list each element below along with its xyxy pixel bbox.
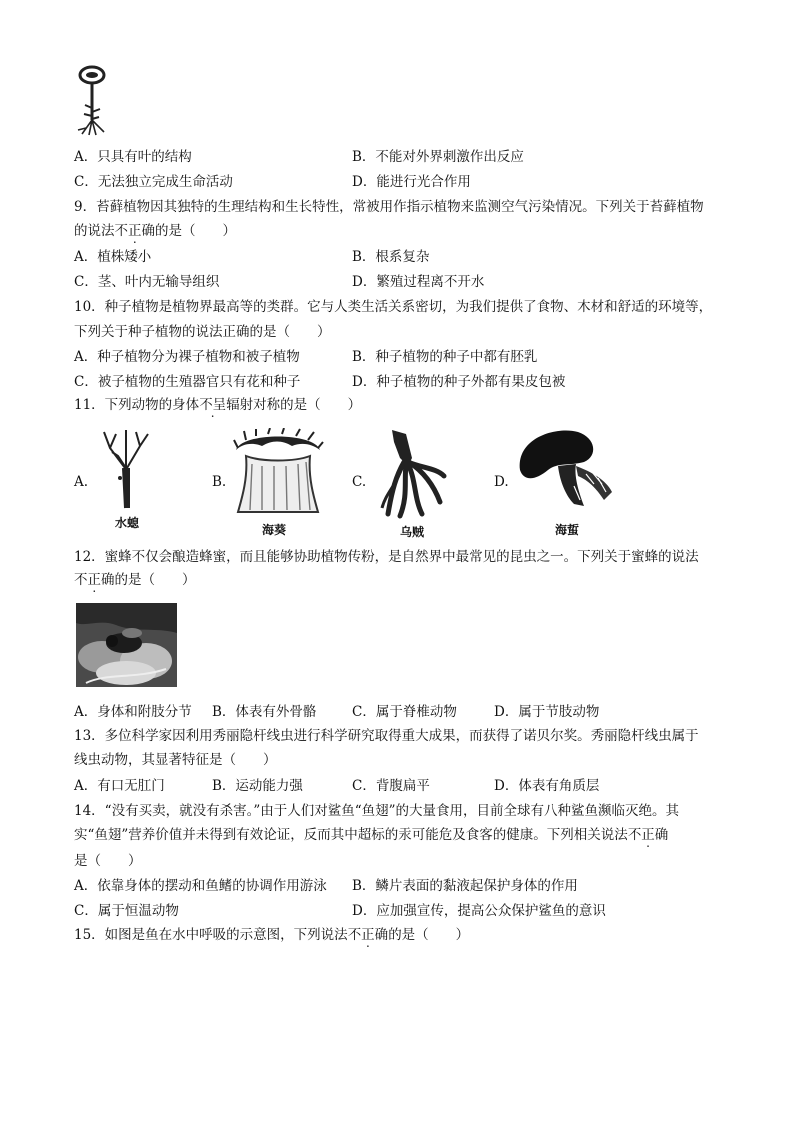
q8-option-d: D．能进行光合作用 bbox=[352, 174, 471, 190]
q14-emphasis: 不正确 bbox=[627, 827, 669, 843]
hydra-figure bbox=[98, 428, 154, 510]
q14-option-b: B．鳞片表面的黏液起保护身体的作用 bbox=[352, 878, 578, 894]
q10-stem-line2: 下列关于种子植物的说法正确的是（ ） bbox=[74, 324, 331, 340]
q10-option-c: C．被子植物的生殖器官只有花和种子 bbox=[74, 374, 301, 390]
q14-option-d: D．应加强宣传，提高公众保护鲨鱼的意识 bbox=[352, 903, 606, 919]
q11-caption-a: 水螅 bbox=[115, 516, 140, 530]
q12-option-c: C．属于脊椎动物 bbox=[352, 704, 457, 720]
q15-stem-post: 的是（ ） bbox=[388, 927, 470, 943]
q9-option-c: C．茎、叶内无输导组织 bbox=[74, 274, 220, 290]
q11-caption-c: 乌贼 bbox=[400, 525, 425, 539]
q13-option-a: A．有口无肛门 bbox=[74, 778, 165, 794]
q10-option-d: D．种子植物的种子外都有果皮包被 bbox=[352, 374, 566, 390]
q12-option-b: B．体表有外骨骼 bbox=[212, 704, 317, 720]
q12-stem-post: 的是（ ） bbox=[114, 572, 196, 588]
q13-option-c: C．背腹扁平 bbox=[352, 778, 430, 794]
q8-option-c: C．无法独立完成生命活动 bbox=[74, 174, 233, 190]
q11-caption-d: 海蜇 bbox=[555, 523, 580, 537]
q11-label-c: C. bbox=[352, 474, 367, 490]
q14-option-a: A．依靠身体的摆动和鱼鳍的协调作用游泳 bbox=[74, 878, 327, 894]
q14-option-c: C．属于恒温动物 bbox=[74, 903, 179, 919]
q12-option-a: A．身体和附肢分节 bbox=[74, 704, 192, 720]
sea-anemone-figure bbox=[232, 428, 324, 518]
q9-emphasis: 不正确 bbox=[114, 223, 155, 239]
q13-option-d: D．体表有角质层 bbox=[494, 778, 600, 794]
q12-emphasis: 不正确 bbox=[74, 572, 115, 588]
q12-stem-line1: 12．蜜蜂不仅会酿造蜂蜜，而且能够协助植物传粉，是自然界中最常见的昆虫之一。下列关于蜜蜂的说法 bbox=[74, 549, 699, 565]
moss-plant-figure bbox=[72, 64, 116, 138]
q15-stem-pre: 15．如图是鱼在水中呼吸的示意图，下列说法 bbox=[74, 927, 348, 943]
q14-stem-pre: 实“鱼翅”营养价值并未得到有效论证，反而其中超标的汞可能危及食客的健康。下列相关说法 bbox=[74, 827, 628, 843]
q15-emphasis: 不正确 bbox=[347, 927, 389, 943]
q11-stem-post: 辐射对称的是（ ） bbox=[226, 397, 362, 413]
q11-label-b: B. bbox=[212, 474, 227, 490]
q8-option-b: B．不能对外界刺激作出反应 bbox=[352, 149, 524, 165]
q13-stem-line1: 13．多位科学家因利用秀丽隐杆线虫进行科学研究取得重大成果，而获得了诺贝尔奖。秀丽隐杆线虫属于 bbox=[74, 728, 699, 744]
q8-option-a: A．只具有叶的结构 bbox=[74, 149, 192, 165]
q9-stem-post: 的是（ ） bbox=[155, 223, 236, 239]
q14-stem-line3: 是（ ） bbox=[74, 853, 142, 869]
q9-option-d: D．繁殖过程离不开水 bbox=[352, 274, 485, 290]
q12-stem-line2 bbox=[74, 571, 196, 589]
jellyfish-figure bbox=[514, 426, 618, 510]
q11-stem-pre: 11．下列动物的身体 bbox=[74, 397, 200, 413]
q14-stem-line1: 14．“没有买卖，就没有杀害。”由于人们对鲨鱼“鱼翅”的大量食用，目前全球有八种鲨鱼濒临灭绝。其 bbox=[74, 803, 680, 819]
q12-option-d: D．属于节肢动物 bbox=[494, 704, 600, 720]
q9-option-b: B．根系复杂 bbox=[352, 249, 430, 265]
q10-stem-line1: 10．种子植物是植物界最高等的类群。它与人类生活关系密切，为我们提供了食物、木材和舒适的环境等， bbox=[74, 299, 713, 315]
q11-caption-b: 海葵 bbox=[262, 523, 287, 537]
q10-option-a: A．种子植物分为裸子植物和被子植物 bbox=[74, 349, 300, 365]
q15-stem bbox=[74, 926, 469, 944]
q11-label-d: D. bbox=[494, 474, 509, 490]
q9-stem-line2 bbox=[74, 222, 236, 240]
q11-stem bbox=[74, 396, 361, 414]
q11-label-a: A. bbox=[74, 474, 89, 490]
bee-on-flower-photo bbox=[76, 603, 177, 687]
q11-emphasis: 不呈 bbox=[199, 397, 227, 413]
squid-figure bbox=[378, 428, 448, 520]
q13-stem-line2: 线虫动物，其显著特征是（ ） bbox=[74, 752, 277, 768]
q13-option-b: B．运动能力强 bbox=[212, 778, 303, 794]
q14-stem-line2 bbox=[74, 826, 668, 844]
q9-stem-pre: 的说法 bbox=[74, 223, 115, 239]
q10-option-b: B．种子植物的种子中都有胚乳 bbox=[352, 349, 538, 365]
q9-stem-line1: 9．苔藓植物因其独特的生理结构和生长特性，常被用作指示植物来监测空气污染情况。下列关于苔藓植物 bbox=[74, 199, 704, 215]
q9-option-a: A．植株矮小 bbox=[74, 249, 152, 265]
